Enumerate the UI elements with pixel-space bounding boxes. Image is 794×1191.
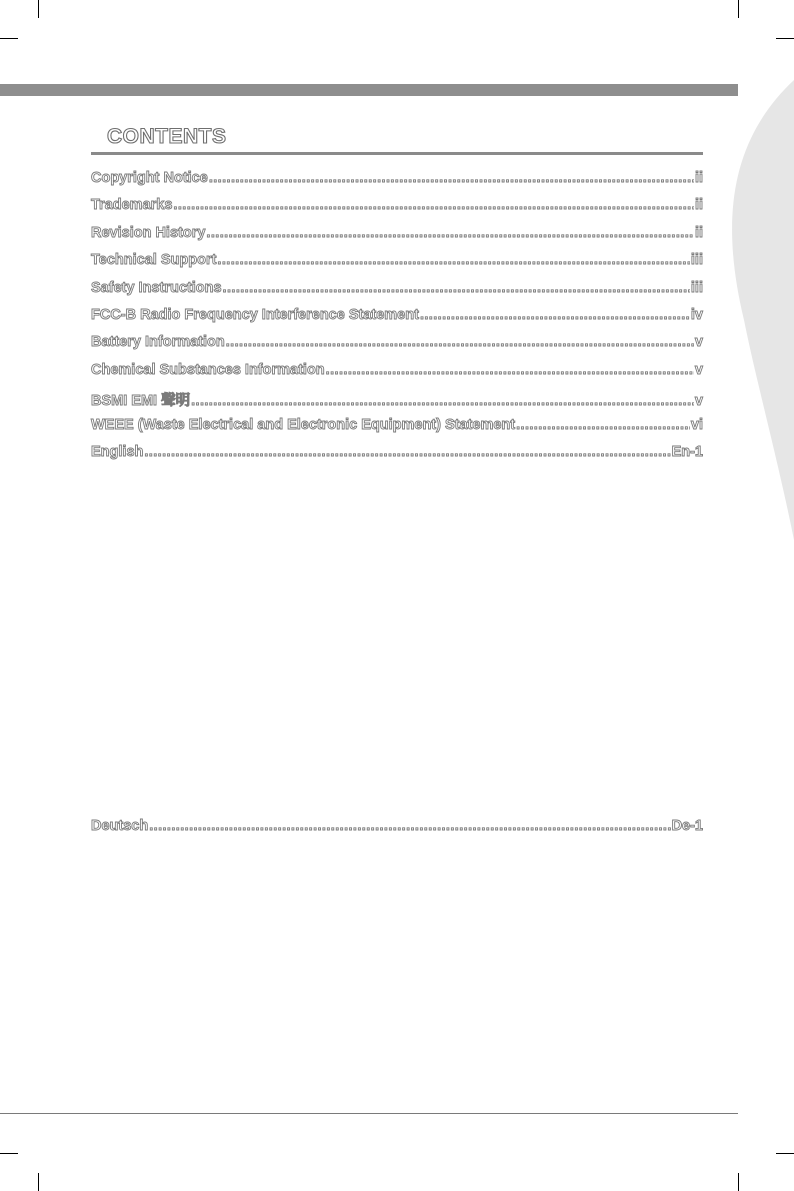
toc-leader [223, 280, 690, 296]
footer-rule [0, 1113, 738, 1114]
toc-entry-page: En-1 [671, 443, 703, 460]
toc-leader [173, 197, 694, 213]
toc-entry-page: De-1 [671, 818, 703, 834]
toc-leader [209, 170, 694, 186]
toc-entry[interactable] [91, 334, 703, 361]
toc-entry-page: ii [694, 197, 703, 214]
toc-leader [516, 417, 690, 433]
crop-mark [38, 1173, 39, 1191]
toc-leader [226, 334, 694, 350]
toc-entry[interactable] [91, 307, 703, 334]
toc-entry[interactable] [91, 818, 703, 845]
crop-mark [0, 38, 18, 39]
toc-entry-label: FCC-B Radio Frequency Interference Statement [91, 306, 419, 323]
toc-entry-label: Copyright Notice [91, 170, 208, 186]
toc-entry-page: v [694, 361, 703, 378]
crop-mark [0, 1153, 18, 1154]
toc-entry-label: Deutsch [91, 818, 149, 834]
crop-mark [776, 1153, 794, 1154]
toc-entry[interactable] [91, 444, 703, 471]
toc-entry[interactable] [91, 225, 703, 252]
toc-entry-label: Chemical Substances Information [91, 361, 325, 378]
toc-entry[interactable] [91, 389, 703, 416]
toc-leader [149, 818, 670, 834]
toc-entry-page: v [694, 393, 703, 410]
toc-entry-label: Revision History [91, 224, 206, 241]
side-tab [720, 80, 794, 550]
toc-entry-page: vi [690, 416, 703, 433]
toc-leader [217, 252, 689, 268]
toc-entry-page: iii [690, 279, 703, 296]
toc-entry[interactable] [91, 280, 703, 307]
toc-list [91, 170, 703, 471]
toc-leader [144, 444, 670, 460]
toc-entry-label: BSMI EMI 聲明 [91, 393, 191, 410]
toc-entry[interactable] [91, 197, 703, 224]
toc-entry-page: iv [690, 306, 703, 323]
header-bar [0, 84, 738, 96]
toc-entry-label: Trademarks [91, 197, 173, 214]
crop-mark [38, 0, 39, 18]
page-title: CONTENTS [107, 125, 227, 148]
crop-mark [738, 0, 739, 18]
toc-entry[interactable] [91, 417, 703, 444]
toc-entry-page: v [694, 334, 703, 351]
title-rule [91, 152, 703, 155]
toc-entry[interactable] [91, 170, 703, 197]
toc-entry[interactable] [91, 252, 703, 279]
toc-entry[interactable] [91, 362, 703, 389]
toc-entry-label: WEEE (Waste Electrical and Electronic Equipment) Statement [91, 416, 516, 433]
crop-mark [776, 38, 794, 39]
crop-mark [738, 1173, 739, 1191]
toc-entry-label: Battery Information [91, 334, 225, 351]
toc-entry-label: English [91, 443, 144, 460]
toc-entry-page: ii [694, 170, 703, 186]
toc-leader [326, 362, 694, 378]
toc-leader [191, 393, 694, 409]
toc-leader [206, 225, 694, 241]
toc-leader [420, 307, 690, 323]
toc-entry-page: ii [694, 224, 703, 241]
toc-entry-page: iii [690, 252, 703, 269]
toc-entry-label: Safety Instructions [91, 279, 222, 296]
toc-entry-label: Technical Support [91, 252, 217, 269]
toc-list-second [91, 818, 703, 845]
